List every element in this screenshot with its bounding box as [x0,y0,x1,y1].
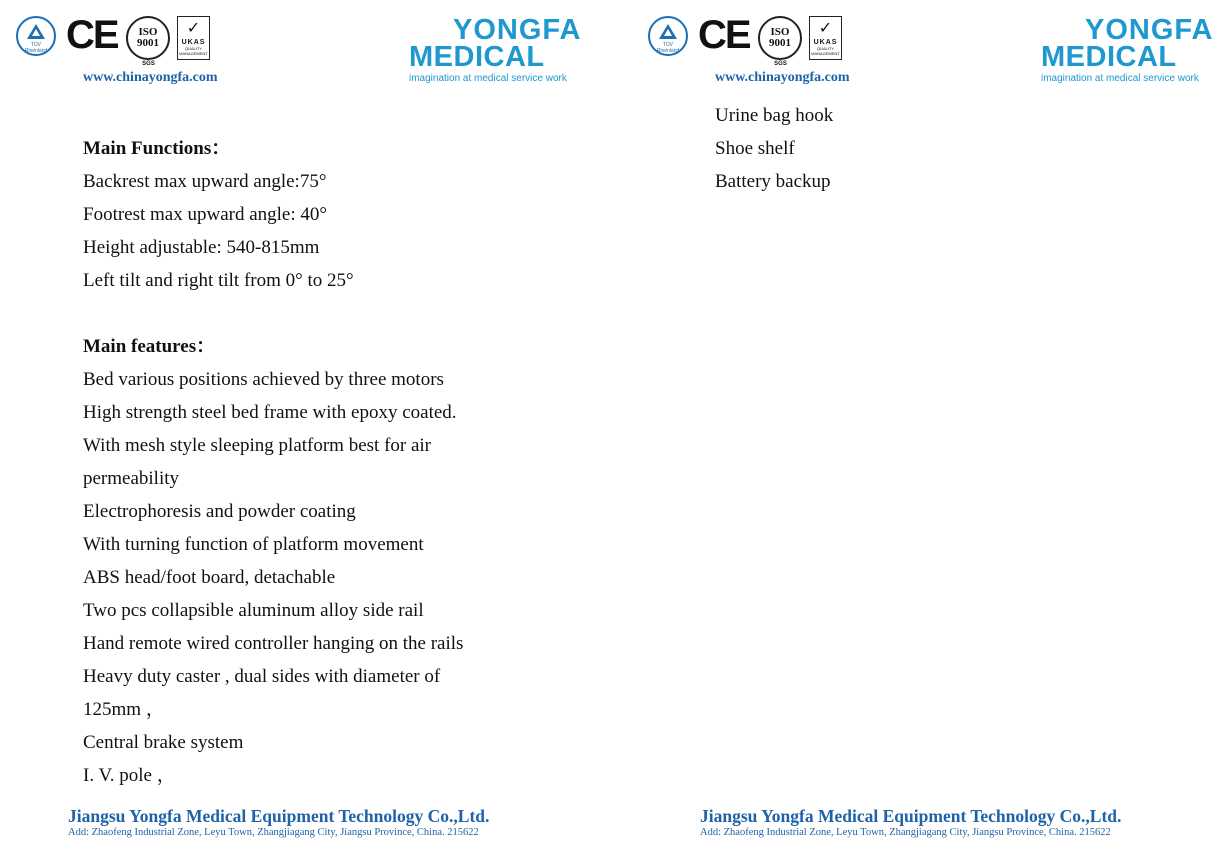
tuv-rheinland-icon: TÜV Rheinland [16,16,56,56]
ukas-icon: ✓ UKAS QUALITY MANAGEMENT [809,16,842,60]
iso-9001-icon: ISO 9001 SGS [126,16,170,60]
list-item: Shoe shelf [715,138,795,159]
ukas-icon: ✓ UKAS QUALITY MANAGEMENT [177,16,210,60]
ce-mark-icon: CE [66,13,118,57]
list-item: High strength steel bed frame with epoxy coated. [83,402,457,423]
page-right [632,0,1232,853]
brand-line2: MEDICAL [1041,41,1177,73]
company-address: Add: Zhaofeng Industrial Zone, Leyu Town, Zhangjiagang City, Jiangsu Province, China. 215622 [68,827,479,838]
list-item: I. V. pole ， [83,765,176,786]
list-item: Two pcs collapsible aluminum alloy side rail [83,600,424,621]
list-item: Heavy duty caster , dual sides with diameter of [83,666,441,687]
website-url[interactable]: www.chinayongfa.com [83,70,218,85]
list-item: Bed various positions achieved by three motors [83,369,444,390]
tuv-rheinland-icon: TÜV Rheinland [648,16,688,56]
section-heading-functions: Main Functions： [83,138,231,159]
list-item: Hand remote wired controller hanging on the rails [83,633,464,654]
brand-tagline: imagination at medical service work [409,73,567,84]
section-heading-features: Main features： [83,336,216,357]
company-name: Jiangsu Yongfa Medical Equipment Technology Co.,Ltd. [700,806,1122,826]
list-item: Urine bag hook [715,105,834,126]
list-item: Backrest max upward angle:75° [83,171,327,192]
list-item: Central brake system [83,732,244,753]
brand-line2: MEDICAL [409,41,545,73]
list-item: With turning function of platform movement [83,534,424,555]
list-item: Left tilt and right tilt from 0° to 25° [83,270,354,291]
brand-line1: YONGFA [453,14,582,46]
list-item: With mesh style sleeping platform best for air [83,435,432,456]
list-item: Footrest max upward angle: 40° [83,204,327,225]
list-item: Height adjustable: 540-815mm [83,237,320,258]
list-item: 125mm ， [83,699,165,720]
continued-content [715,99,1215,198]
iso-9001-icon: ISO 9001 SGS [758,16,802,60]
website-url[interactable]: www.chinayongfa.com [715,70,850,85]
main-content [83,132,583,792]
brand-line1: YONGFA [1085,14,1214,46]
company-address: Add: Zhaofeng Industrial Zone, Leyu Town, Zhangjiagang City, Jiangsu Province, China. 215622 [700,827,1111,838]
brand-tagline: imagination at medical service work [1041,73,1199,84]
list-item: ABS head/foot board, detachable [83,567,336,588]
ce-mark-icon: CE [698,13,750,57]
list-item: Battery backup [715,171,831,192]
list-item: permeability [83,468,180,489]
company-name: Jiangsu Yongfa Medical Equipment Technology Co.,Ltd. [68,806,490,826]
list-item: Electrophoresis and powder coating [83,501,356,522]
